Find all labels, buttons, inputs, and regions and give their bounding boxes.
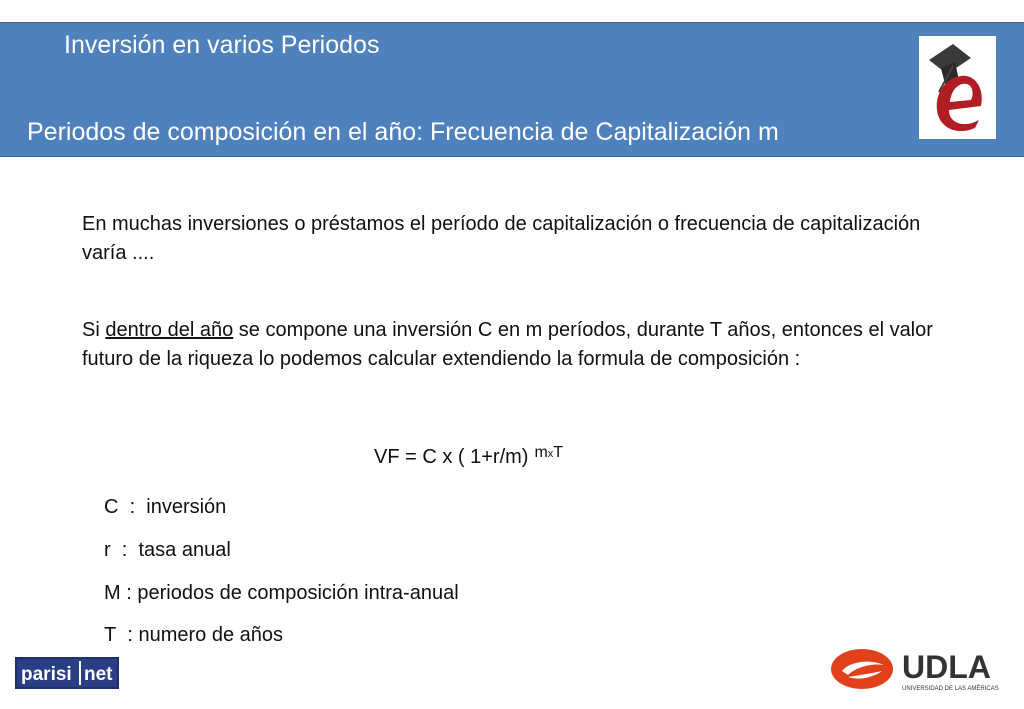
exponent-t: T bbox=[553, 444, 564, 461]
parisi-text: parisi bbox=[21, 664, 72, 685]
definition-text: numero de años bbox=[138, 624, 283, 646]
udla-subtitle: UNIVERSIDAD DE LAS AMÉRICAS bbox=[902, 686, 999, 692]
definition-separator: : bbox=[116, 624, 139, 646]
definition-text: tasa anual bbox=[138, 539, 231, 561]
slide-header bbox=[0, 22, 1024, 157]
future-value-formula bbox=[374, 446, 563, 469]
udla-text: UDLA bbox=[902, 649, 991, 685]
exponent-m: m bbox=[534, 444, 548, 461]
definition-symbol: r bbox=[104, 539, 111, 561]
net-text: net bbox=[84, 664, 113, 685]
intro-paragraph: En muchas inversiones o préstamos el período de capitalización o frecuencia de capitalización varía .... bbox=[82, 213, 921, 264]
parisinet-logo-graphic bbox=[15, 657, 119, 689]
definition-text: periodos de composición intra-anual bbox=[137, 582, 459, 604]
definition-symbol: T bbox=[104, 624, 117, 646]
explanation-paragraph bbox=[82, 316, 972, 374]
definition-separator: : bbox=[110, 539, 139, 561]
slide-title: Inversión en varios Periodos bbox=[64, 31, 380, 59]
exponent-x: x bbox=[547, 448, 554, 460]
slide-subtitle: Periodos de composición en el año: Frecuencia de Capitalización m bbox=[27, 118, 779, 146]
udla-logo-graphic bbox=[830, 645, 1004, 693]
definition-separator: : bbox=[120, 582, 138, 604]
explanation-text-start: Si bbox=[82, 319, 106, 341]
udla-logo bbox=[830, 645, 1004, 693]
definition-separator: : bbox=[118, 496, 147, 518]
definition-symbol: M bbox=[104, 582, 121, 604]
definition-row bbox=[104, 496, 226, 519]
definition-symbol: C bbox=[104, 496, 119, 518]
underlined-phrase: dentro del año bbox=[105, 319, 234, 341]
definition-row bbox=[104, 539, 231, 562]
definition-row bbox=[104, 624, 283, 647]
formula-exponent bbox=[534, 444, 563, 461]
definition-row bbox=[104, 582, 459, 605]
parisinet-logo bbox=[15, 657, 119, 689]
graduation-cap-e-icon bbox=[919, 36, 996, 139]
definition-text: inversión bbox=[146, 496, 227, 518]
e-logo bbox=[919, 36, 996, 139]
formula-base: VF = C x ( 1+r/m) bbox=[374, 446, 529, 468]
explanation-text-rest: se compone una inversión C en m períodos, durante T años, entonces el valor futuro de la riqueza lo podemos calcular extendiendo la formula de composición : bbox=[82, 319, 933, 370]
